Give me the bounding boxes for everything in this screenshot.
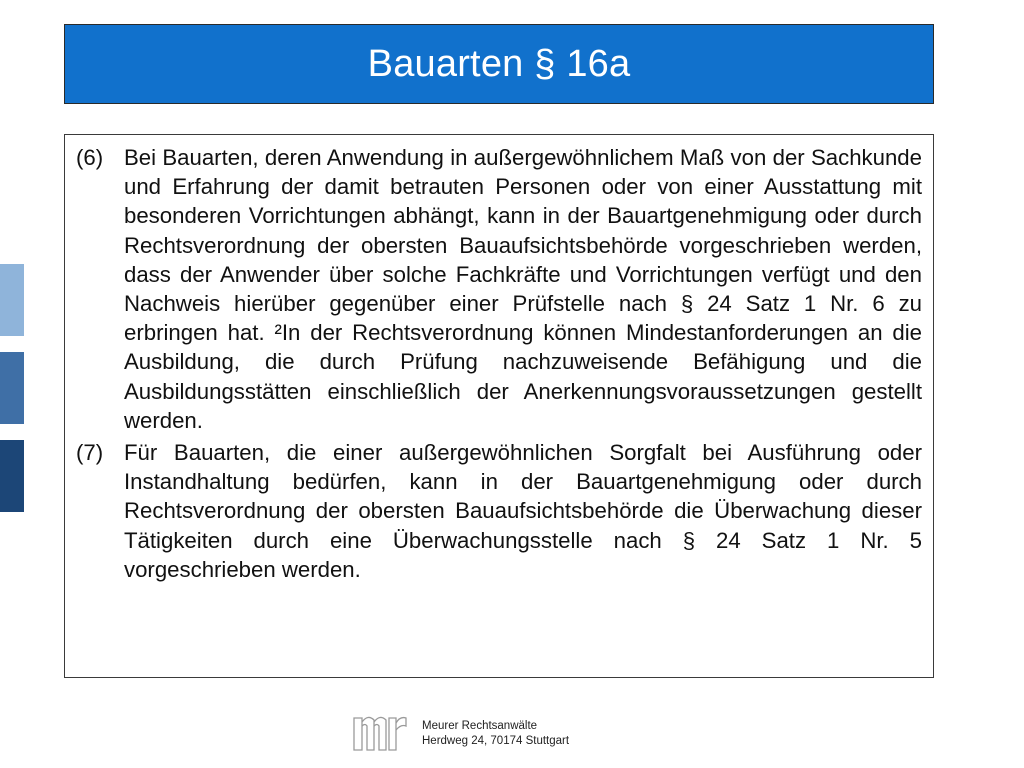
paragraph-number: (7): [76, 440, 104, 466]
footer: [352, 712, 569, 752]
firm-address: Herdweg 24, 70174 Stuttgart: [422, 735, 570, 747]
side-accent-bar-dark: [0, 440, 24, 512]
paragraph-6: [76, 143, 922, 435]
footer-text: [422, 712, 569, 749]
paragraph-text: Bei Bauarten, deren Anwendung in außergewöhnlichem Maß von der Sachkunde und Erfahrung der damit betrauten Personen oder von einer Ausstattung mit besonderen Vorrichtungen abhängt, kann in der Bauartgenehmigung oder durch Rechtsverordnung der obersten Bauaufsichtsbehörde vorgeschrieben werden, dass der Anwender über solche Fachkräfte und Vorrichtungen verfügt und den Nachweis hierüber gegenüber einer Prüfstelle nach § 24 Satz 1 Nr. 6 zu erbringen hat. ²In der Rechtsverordnung können Mindestanforderungen an die Ausbildung, die durch Prüfung nachzuweisende Befähigung und die Ausbildungsstätten einschließlich der Anerkennungsvoraussetzungen gestellt werden.: [124, 145, 922, 433]
slide-title-bar: [64, 24, 934, 104]
side-accent-bar-mid: [0, 352, 24, 424]
side-accent-bar-light: [0, 264, 24, 336]
paragraph-text: Für Bauarten, die einer außergewöhnlichen Sorgfalt bei Ausführung oder Instandhaltung bedürfen, kann in der Bauartgenehmigung oder durch Rechtsverordnung der obersten Bauaufsichtsbehörde die Überwachung dieser Tätigkeiten durch eine Überwachungsstelle nach § 24 Satz 1 Nr. 5 vorgeschrieben werden.: [124, 440, 922, 582]
mr-monogram-logo-icon: [352, 712, 408, 752]
firm-name: Meurer Rechtsanwälte: [422, 720, 538, 732]
paragraph-7: [76, 438, 922, 584]
paragraph-number: (6): [76, 145, 104, 170]
content-box: [64, 134, 934, 678]
slide-title: Bauarten § 16a: [367, 42, 631, 85]
